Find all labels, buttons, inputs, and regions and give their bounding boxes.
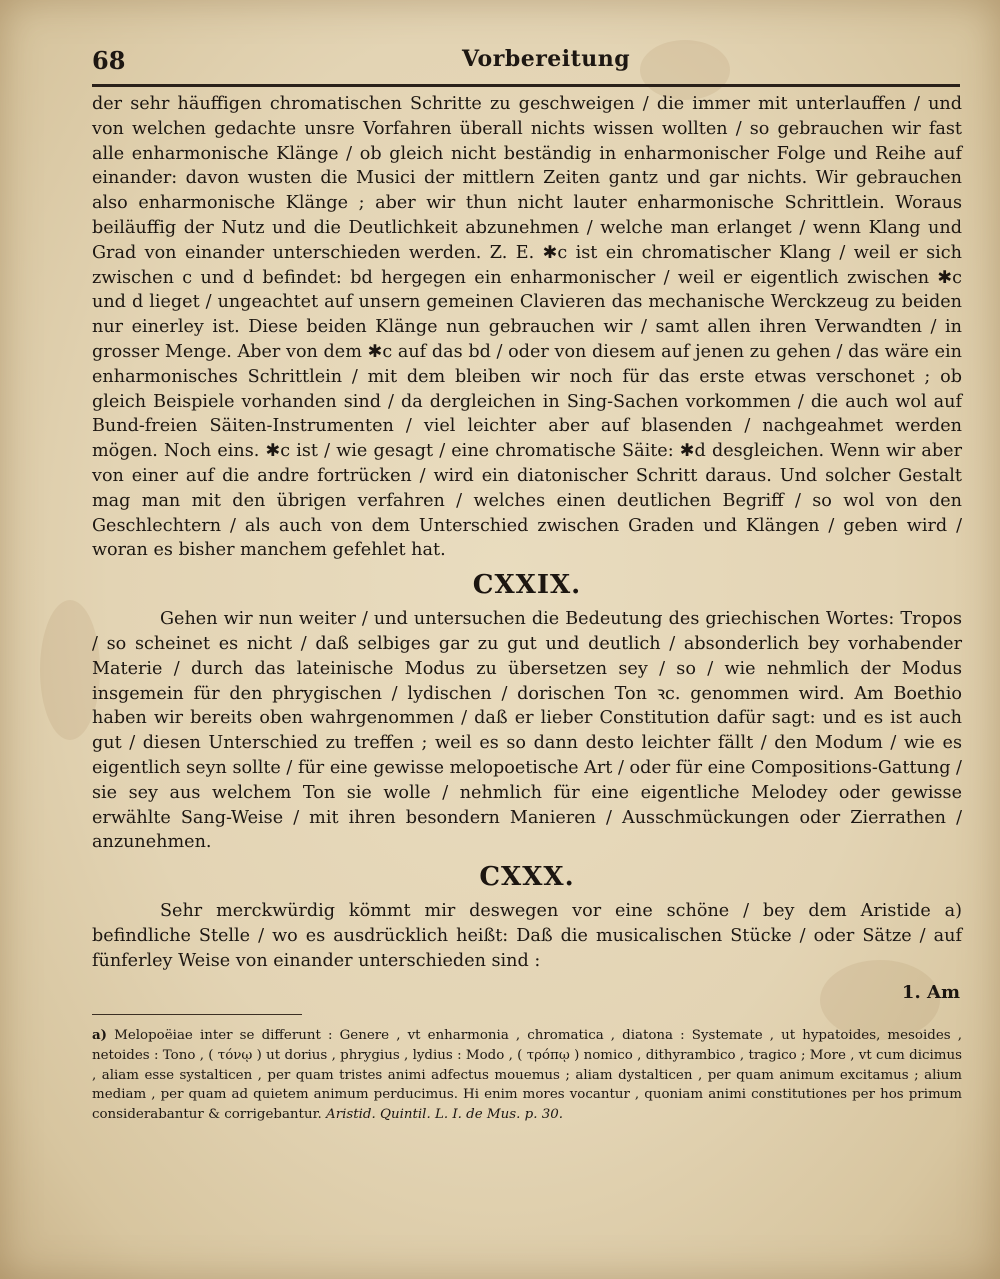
running-head [92,42,960,82]
footnote-text: Melopoëiae inter se differunt : Genere , vt enharmonia , chromatica , diatona : Systemate , ut hypatoides, mesoides , netoides : Tono , ( τόνῳ ) ut dorius , phrygius , lydius : Modo , ( τρόπῳ ) nomico , dithyrambico , tragico ; More , vt cum dicimus , aliam esse systalticen , per quam tristes animi adfectus mouemus ; aliam dystalticen , per quam animum excitamus ; alium mediam , per quam ad quietem animum perducimus. Hi enim mores vocantur , quoniam animi constitutiones per hos primum considerabantur & corrigebantur. [92,1028,962,1123]
section-heading: CXXIX. [472,570,582,601]
paragraph: Sehr merckwürdig kömmt mir deswegen vor eine schöne / bey dem Aristide a) befindliche Stelle / wo es ausdrücklich heißt: Daß die musicalischen Stücke / oder Sätze / auf fünferley Weise von einander unterschieden sind : [92,901,962,971]
header-rule [92,84,960,87]
footnote-citation: Aristid. Quintil. L. I. de Mus. p. 30. [326,1107,564,1123]
page-number: 68 [92,46,126,75]
catchword: 1. Am [901,982,960,1003]
paper-stain [40,600,100,740]
paragraph: Gehen wir nun weiter / und untersuchen die Bedeutung des griechischen Wortes: Tropos / so scheinet es nicht / daß selbiges gar zu gut und deutlich / absonderlich bey vorhabender Materie / durch das lateinische Modus zu übersetzen sey / so / wie nehmlich der Modus insgemein für den phrygischen / lydischen / dorischen Ton ꝛc. genommen wird. Am Boethio haben wir bereits oben wahrgenommen / daß er lieber Constitution dafür sagt: und es ist auch gut / diesen Unterschied zu treffen ; weil es so dann desto leichter fällt / den Modum / wie es eigentlich seyn sollte / für eine gewisse melopoetische Art / oder für eine Compositions-Gattung / sie sey aus welchem Ton sie wolle / nehmlich für eine eigentliche Melodey oder gewisse erwählte Sang-Weise / mit ihren besondern Manieren / Ausschmückungen oder Zierrathen / anzunehmen. [92,609,962,853]
footnote-rule [92,1014,302,1015]
paragraph: der sehr häuffigen chromatischen Schritte zu geschweigen / die immer mit unterlauffen / und von welchen gedachte unsre Vorfahren überall nichts wissen wollten / so gebrauchen wir fast alle enharmonische Klänge / ob gleich nicht beständig in enharmonischer Folge und Reihe auf einander: davon wusten die Musici der mittlern Zeiten gantz und gar nichts. Wir gebrauchen also enharmonische Klänge ; aber wir thun nicht lauter enharmonische Schrittlein. Woraus beiläuffig der Nutz und die Deutlichkeit abzunehmen / welche man erlanget / wenn Klang und Grad von einander unterschieden werden. Z. E. ✱c ist ein chromatischer Klang / weil er sich zwischen c und d befindet: bd hergegen ein enharmonischer / weil er eigentlich zwischen ✱c und d lieget / ungeachtet auf unsern gemeinen Clavieren das mechanische Werckzeug zu beiden nur einerley ist. Diese beiden Klänge nun gebrauchen wir / samt allen ihren Verwandten / in grosser Menge. Aber von dem ✱c auf das bd / oder von diesem auf jenen zu gehen / das wäre ein enharmonisches Schrittlein / mit dem bleiben wir noch für das erste etwas verschonet ; ob gleich Beispiele vorhanden sind / da dergleichen in Sing-Sachen vorkommen / die auch wol auf Bund-freien Säiten-Instrumenten / viel leichter aber auf blasenden / nachgeahmet werden mögen. Noch eins. ✱c ist / wie gesagt / eine chromatische Säite: ✱d desgleichen. Wenn wir aber von einer auf die andre fortrücken / wird ein diatonischer Schritt daraus. Und solcher Gestalt mag man mit den übrigen verfahren / welches einen deutlichen Begriff / so wol von den Geschlechtern / als auch von dem Unterschied zwischen Graden und Klängen / geben wird / woran es bisher manchem gefehlet hat. [92,94,962,561]
footnote-marker: a) [92,1027,108,1043]
running-title: Vorbereitung [462,46,631,72]
footnote [92,1026,962,1125]
section-heading: CXXX. [479,862,575,893]
main-text [92,92,962,974]
